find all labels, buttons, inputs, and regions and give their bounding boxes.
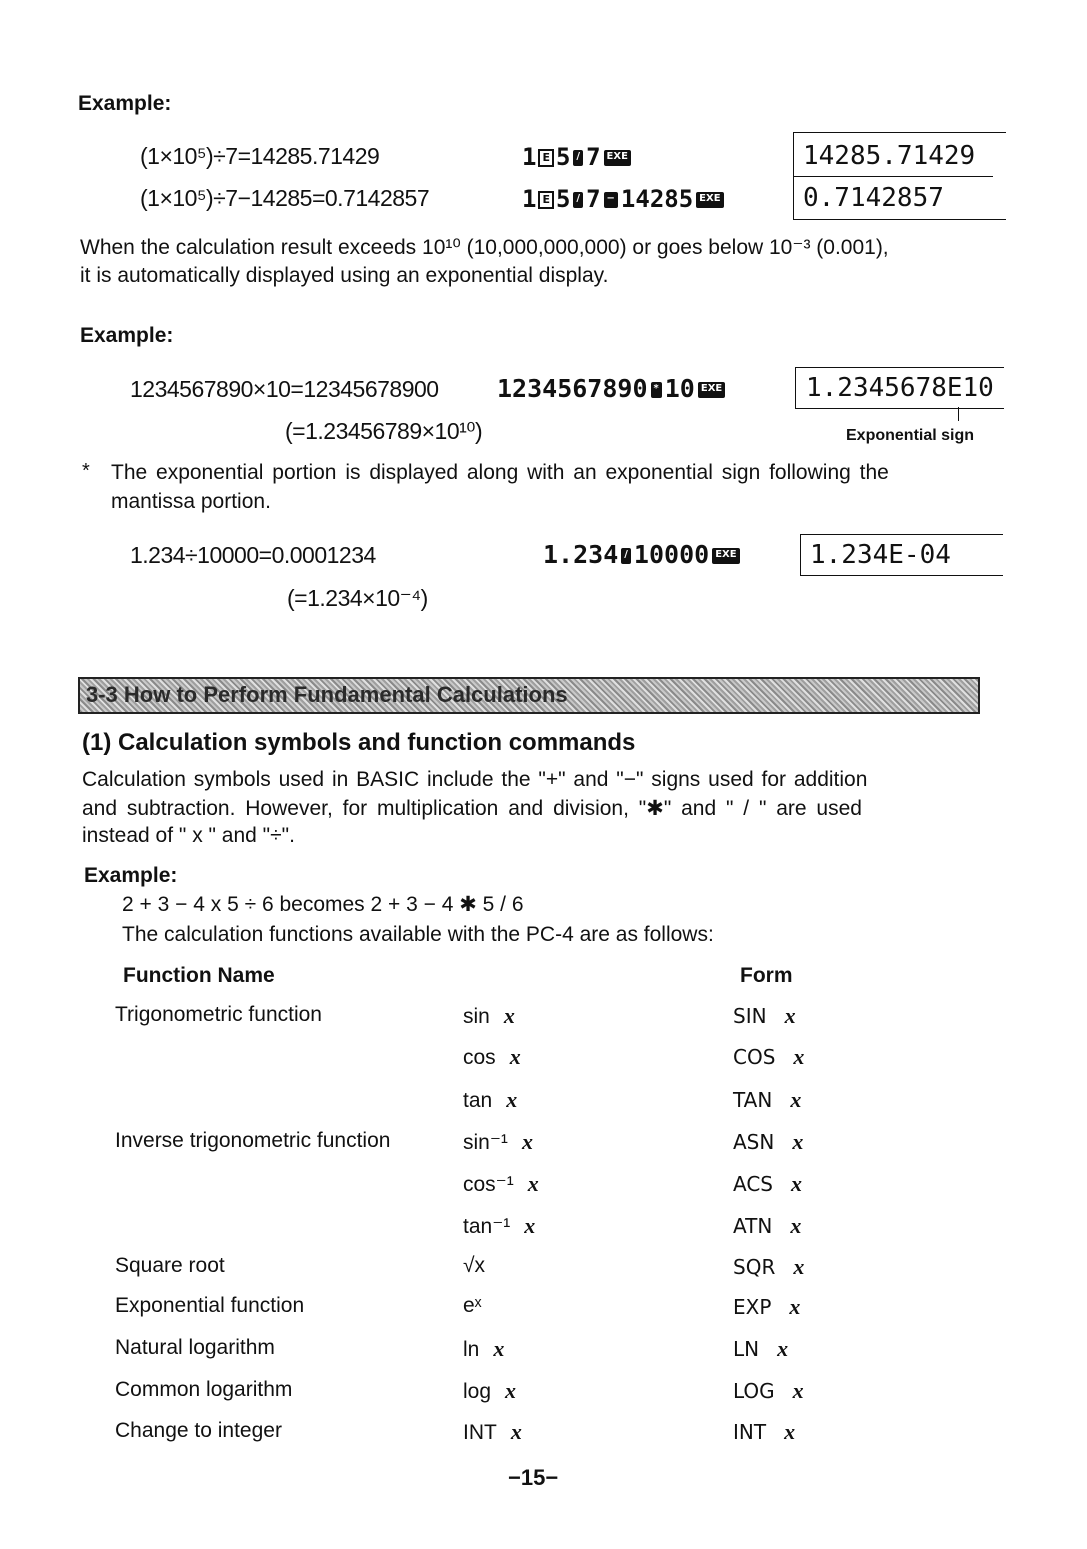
table-row-form: EXP x [733,1294,801,1319]
exe-key-icon: EXE [696,192,723,208]
section-para-line2: and subtraction. However, for multiplication and division, "✱" and " / " are used [82,797,862,820]
table-header-form: Form [740,964,793,987]
variable-x: x [793,1254,805,1279]
example2-expr-sub: (=1.23456789×10¹⁰) [285,418,483,444]
variable-x: x [792,1129,804,1154]
table-row-form: ACS x [733,1171,802,1196]
variable-x: x [784,1419,796,1444]
table-row-math: √x [463,1254,486,1277]
e-key-icon: E [538,191,554,209]
table-row-math: tan⁻¹ x [463,1213,536,1238]
note2-line2: mantissa portion. [111,490,271,513]
variable-x: x [524,1213,536,1238]
table-row-form: LN x [733,1336,789,1361]
table-row-name: Trigonometric function [115,1003,322,1026]
exponential-sign-label: Exponential sign [846,427,975,444]
note2-line1: The exponential portion is displayed along with an exponential sign following the [111,461,889,484]
table-row-name: Exponential function [115,1294,305,1317]
variable-x: x [784,1003,796,1028]
note2-bullet: * [82,460,90,482]
variable-x: x [777,1336,789,1361]
example2-keys: 1234567890 * 10 EXE [497,374,728,403]
display3-value: 1.2345678E10 [806,373,994,403]
display4-value: 1.234E-04 [810,540,951,570]
divide-key-icon: / [573,192,583,208]
variable-x: x [503,1003,515,1028]
section-banner [78,677,980,714]
variable-x: x [527,1171,539,1196]
note1-line2: it is automatically displayed using an exponential display. [80,264,609,287]
variable-x: x [493,1336,505,1361]
divide-key-icon: / [621,548,631,564]
note1-line1: When the calculation result exceeds 10¹⁰ (10,000,000,000) or goes below 10⁻³ (0.001), [80,236,889,259]
table-row-math: ln x [463,1336,505,1361]
table-row-math: sin⁻¹ x [463,1129,533,1154]
exponential-sign-arrow [958,407,959,421]
variable-x: x [510,1419,522,1444]
exe-key-icon: EXE [698,382,725,398]
example2-expr: 1234567890×10=12345678900 [130,376,439,402]
display-divider [793,176,993,177]
table-row-form: TAN x [733,1087,802,1112]
display2-value: 0.7142857 [803,183,944,213]
divide-key-icon: / [573,150,583,166]
table-row-math: sin x [463,1003,515,1028]
variable-x: x [505,1378,517,1403]
table-row-form: LOG x [733,1378,804,1403]
table-row-form: ASN x [733,1129,804,1154]
variable-x: x [521,1129,533,1154]
variable-x: x [790,1213,802,1238]
table-row-math: cos x [463,1044,521,1069]
table-row-math: INT x [463,1419,522,1444]
variable-x: x [509,1044,521,1069]
exe-key-icon: EXE [604,150,631,166]
section-para-line3: instead of " x " and "÷". [82,824,295,847]
table-row-name: Square root [115,1254,225,1277]
table-header-name: Function Name [123,964,275,987]
table-row-name: Natural logarithm [115,1336,275,1359]
variable-x: x [792,1378,804,1403]
variable-x: x [790,1087,802,1112]
minus-key-icon: − [604,192,618,208]
example1-keys1: 1 E 5 / 7 EXE [522,143,634,171]
example3-keys: 1.234 / 10000 EXE [543,540,743,569]
multiply-key-icon: * [651,382,662,398]
example3-expr: 1.234÷10000=0.0001234 [130,542,376,568]
table-row-form: SQR x [733,1254,805,1279]
table-row-form: COS x [733,1044,805,1069]
exe-key-icon: EXE [712,548,739,564]
example-label-2: Example: [80,324,174,347]
example1-expr1: (1×10⁵)÷7=14285.71429 [140,143,380,169]
variable-x: x [789,1294,801,1319]
table-row-form: ATN x [733,1213,802,1238]
table-row-math: eˣ [463,1294,482,1317]
section-para-line1: Calculation symbols used in BASIC include the "+" and "−" signs used for addition [82,768,868,791]
table-row-math: tan x [463,1087,518,1112]
table-row-math: log x [463,1378,517,1403]
example1-keys2: 1 E 5 / 7 − 14285 EXE [522,185,727,213]
variable-x: x [791,1171,802,1196]
example1-expr2: (1×10⁵)÷7−14285=0.7142857 [140,185,430,211]
page-number: −15− [508,1465,559,1490]
e-key-icon: E [538,149,554,167]
variable-x: x [506,1087,518,1112]
table-row-name: Inverse trigonometric function [115,1129,391,1152]
section-banner-title: 3-3 How to Perform Fundamental Calculations [86,682,568,707]
display1-value: 14285.71429 [803,141,976,171]
table-row-name: Common logarithm [115,1378,293,1401]
table-row-math: cos⁻¹ x [463,1171,539,1196]
example4-line2: The calculation functions available with the PC-4 are as follows: [122,923,714,946]
example-label-4: Example: [84,864,178,887]
table-row-name: Change to integer [115,1419,282,1442]
section-heading: (1) Calculation symbols and function commands [82,729,636,756]
table-row-form: INT x [733,1419,796,1444]
table-row-form: SIN x [733,1003,796,1028]
example4-line1: 2 + 3 − 4 x 5 ÷ 6 becomes 2 + 3 − 4 ✱ 5 / 6 [122,893,524,916]
example-label-1: Example: [78,92,172,115]
example3-expr-sub: (=1.234×10⁻⁴) [287,585,428,611]
variable-x: x [793,1044,805,1069]
